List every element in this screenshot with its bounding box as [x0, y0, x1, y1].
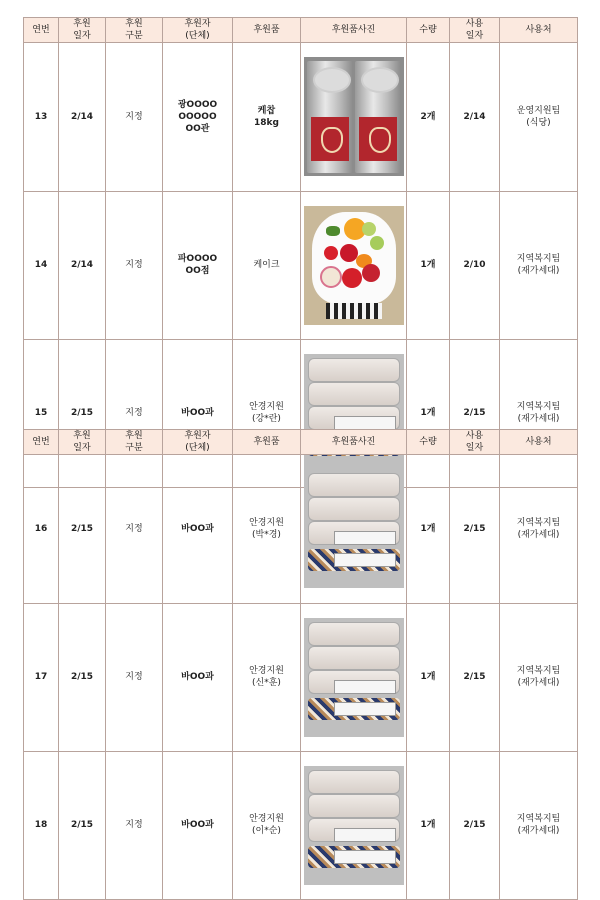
- cell-use-place: 지역복지팀 (재가세대): [500, 339, 578, 487]
- cell-type: 지정: [106, 43, 163, 191]
- table-row: [24, 43, 578, 191]
- cell-date: 2/15: [59, 751, 106, 899]
- cell-qty: 1개: [407, 603, 450, 751]
- cell-use-date: 2/14: [450, 43, 500, 191]
- cell-no: 15: [24, 339, 59, 487]
- cell-item: 케찹 18kg: [233, 43, 301, 191]
- cell-photo: [301, 603, 407, 751]
- cell-type: 지정: [106, 339, 163, 487]
- header-no: 연번: [24, 18, 59, 43]
- table-row: [24, 603, 578, 751]
- header-photo: 후원품사진: [301, 430, 407, 455]
- cell-qty: 1개: [407, 751, 450, 899]
- glasses-case-photo: [304, 618, 404, 737]
- table-row: [24, 191, 578, 339]
- table-header-row: [24, 18, 578, 43]
- cell-date: 2/14: [59, 191, 106, 339]
- header-use-date: 사용 일자: [450, 430, 500, 455]
- cell-date: 2/15: [59, 339, 106, 487]
- cell-no: 14: [24, 191, 59, 339]
- header-item: 후원품: [233, 18, 301, 43]
- cell-qty: 2개: [407, 43, 450, 191]
- cell-no: 13: [24, 43, 59, 191]
- header-donor: 후원자 (단체): [163, 18, 233, 43]
- glasses-case-photo: [304, 766, 404, 885]
- header-use-date: 사용 일자: [450, 18, 500, 43]
- cell-date: 2/15: [59, 603, 106, 751]
- header-qty: 수량: [407, 430, 450, 455]
- cell-use-place: 지역복지팀 (재가세대): [500, 191, 578, 339]
- header-no: 연번: [24, 430, 59, 455]
- header-use-place: 사용처: [500, 18, 578, 43]
- header-photo: 후원품사진: [301, 18, 407, 43]
- cell-use-date: 2/15: [450, 603, 500, 751]
- cell-use-place: 지역복지팀 (재가세대): [500, 455, 578, 603]
- cell-use-place: 지역복지팀 (재가세대): [500, 603, 578, 751]
- cell-no: 18: [24, 751, 59, 899]
- donation-table-1: [23, 17, 578, 488]
- header-type: 후원 구분: [106, 430, 163, 455]
- cell-item: 안경지원 (이*순): [233, 751, 301, 899]
- glasses-case-photo: [304, 469, 404, 588]
- header-date: 후원 일자: [59, 18, 106, 43]
- cell-item: 케이크: [233, 191, 301, 339]
- cell-donor: 바OO과: [163, 751, 233, 899]
- cell-qty: 1개: [407, 191, 450, 339]
- cell-photo: [301, 191, 407, 339]
- cell-item: 안경지원 (강*란): [233, 339, 301, 487]
- cell-qty: 1개: [407, 455, 450, 603]
- cell-use-place: 지역복지팀 (재가세대): [500, 751, 578, 899]
- table-row: [24, 455, 578, 603]
- header-item: 후원품: [233, 430, 301, 455]
- cell-use-date: 2/15: [450, 751, 500, 899]
- cell-qty: 1개: [407, 339, 450, 487]
- donation-table-2: [23, 429, 578, 900]
- cell-type: 지정: [106, 751, 163, 899]
- cell-date: 2/14: [59, 43, 106, 191]
- cell-date: 2/15: [59, 455, 106, 603]
- cell-donor: 파OOOO OO점: [163, 191, 233, 339]
- ketchup-cans-photo: [304, 57, 404, 176]
- table-row: [24, 751, 578, 899]
- cell-use-date: 2/10: [450, 191, 500, 339]
- cell-use-date: 2/15: [450, 339, 500, 487]
- table-header-row: [24, 430, 578, 455]
- cell-item: 안경지원 (박*경): [233, 455, 301, 603]
- cell-type: 지정: [106, 455, 163, 603]
- header-qty: 수량: [407, 18, 450, 43]
- cell-use-date: 2/15: [450, 455, 500, 603]
- header-date: 후원 일자: [59, 430, 106, 455]
- cell-use-place: 운영지원팀 (식당): [500, 43, 578, 191]
- cell-donor: 광OOOO OOOOO OO관: [163, 43, 233, 191]
- cell-donor: 바OO과: [163, 455, 233, 603]
- cell-photo: [301, 43, 407, 191]
- header-type: 후원 구분: [106, 18, 163, 43]
- cell-donor: 바OO과: [163, 603, 233, 751]
- cell-photo: [301, 455, 407, 603]
- cell-photo: [301, 751, 407, 899]
- header-donor: 후원자 (단체): [163, 430, 233, 455]
- cell-no: 17: [24, 603, 59, 751]
- fruit-cake-photo: [304, 206, 404, 325]
- header-use-place: 사용처: [500, 430, 578, 455]
- cell-no: 16: [24, 455, 59, 603]
- cell-donor: 바OO과: [163, 339, 233, 487]
- cell-item: 안경지원 (신*훈): [233, 603, 301, 751]
- cell-type: 지정: [106, 191, 163, 339]
- cell-type: 지정: [106, 603, 163, 751]
